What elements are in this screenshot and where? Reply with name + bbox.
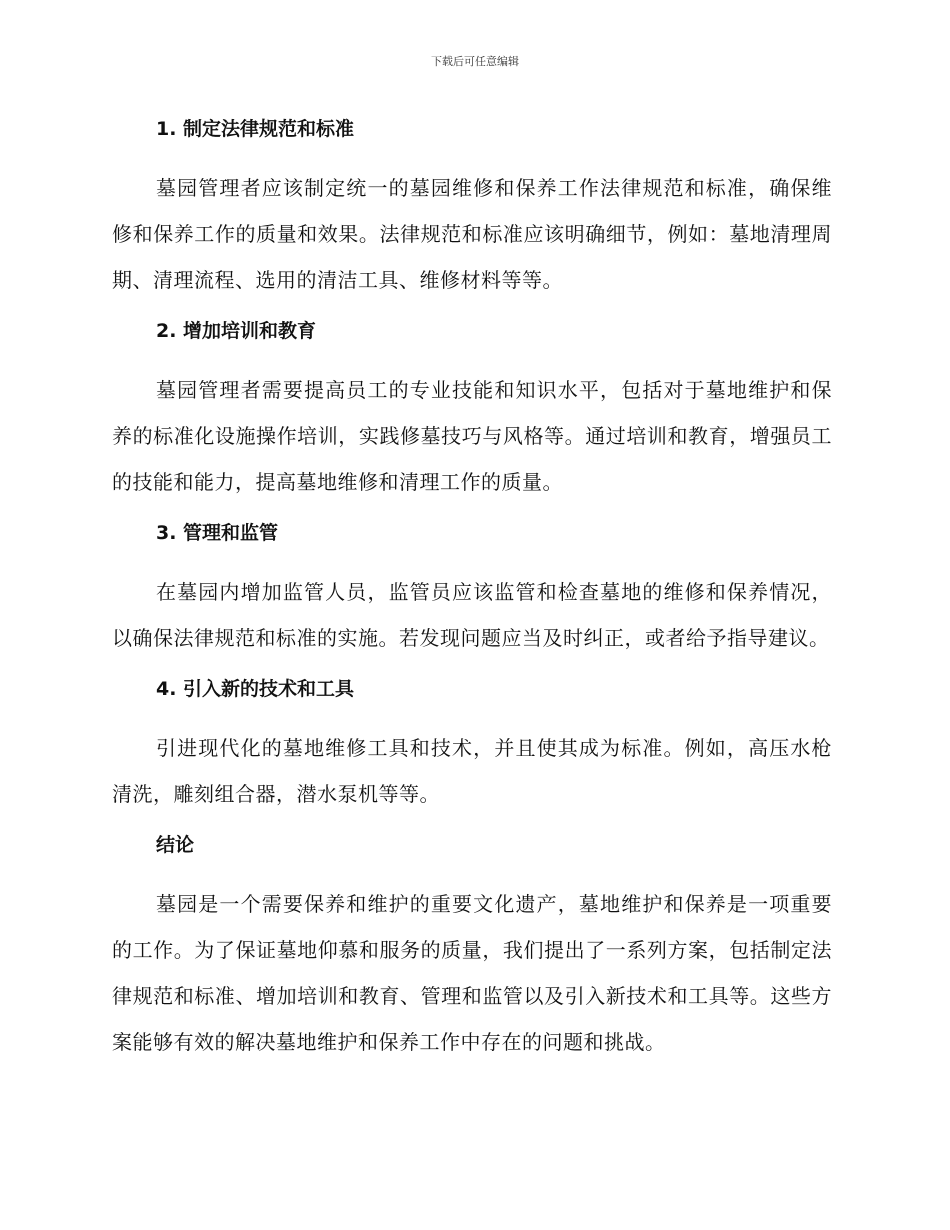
conclusion-heading: 结论 — [156, 834, 195, 856]
section-heading-4: 4. 引入新的技术和工具 — [156, 678, 355, 700]
document-body — [112, 112, 832, 1076]
page-header: 下载后可任意编辑 — [431, 55, 519, 68]
section-paragraph-2: 墓园管理者需要提高员工的专业技能和知识水平，包括对于墓地维护和保养的标准化设施操作培训，实践修墓技巧与风格等。通过培训和教育，增强员工的技能和能力，提高墓地维修和清理工作的质量。 — [112, 378, 832, 494]
section-paragraph-3: 在墓园内增加监管人员，监管员应该监管和检查墓地的维修和保养情况，以确保法律规范和标准的实施。若发现问题应当及时纠正，或者给予指导建议。 — [112, 580, 832, 650]
section-heading-3: 3. 管理和监管 — [156, 522, 279, 544]
section-paragraph-4: 引进现代化的墓地维修工具和技术，并且使其成为标准。例如，高压水枪清洗，雕刻组合器，潜水泵机等等。 — [112, 736, 832, 806]
conclusion-paragraph: 墓园是一个需要保养和维护的重要文化遗产，墓地维护和保养是一项重要的工作。为了保证墓地仰慕和服务的质量，我们提出了一系列方案，包括制定法律规范和标准、增加培训和教育、管理和监管以及引入新技术和工具等。这些方案能够有效的解决墓地维护和保养工作中存在的问题和挑战。 — [112, 892, 832, 1054]
section-heading-2: 2. 增加培训和教育 — [156, 320, 317, 342]
section-heading-1: 1. 制定法律规范和标准 — [156, 118, 355, 140]
section-paragraph-1: 墓园管理者应该制定统一的墓园维修和保养工作法律规范和标准，确保维修和保养工作的质量和效果。法律规范和标准应该明确细节，例如：墓地清理周期、清理流程、选用的清洁工具、维修材料等等。 — [112, 176, 832, 292]
